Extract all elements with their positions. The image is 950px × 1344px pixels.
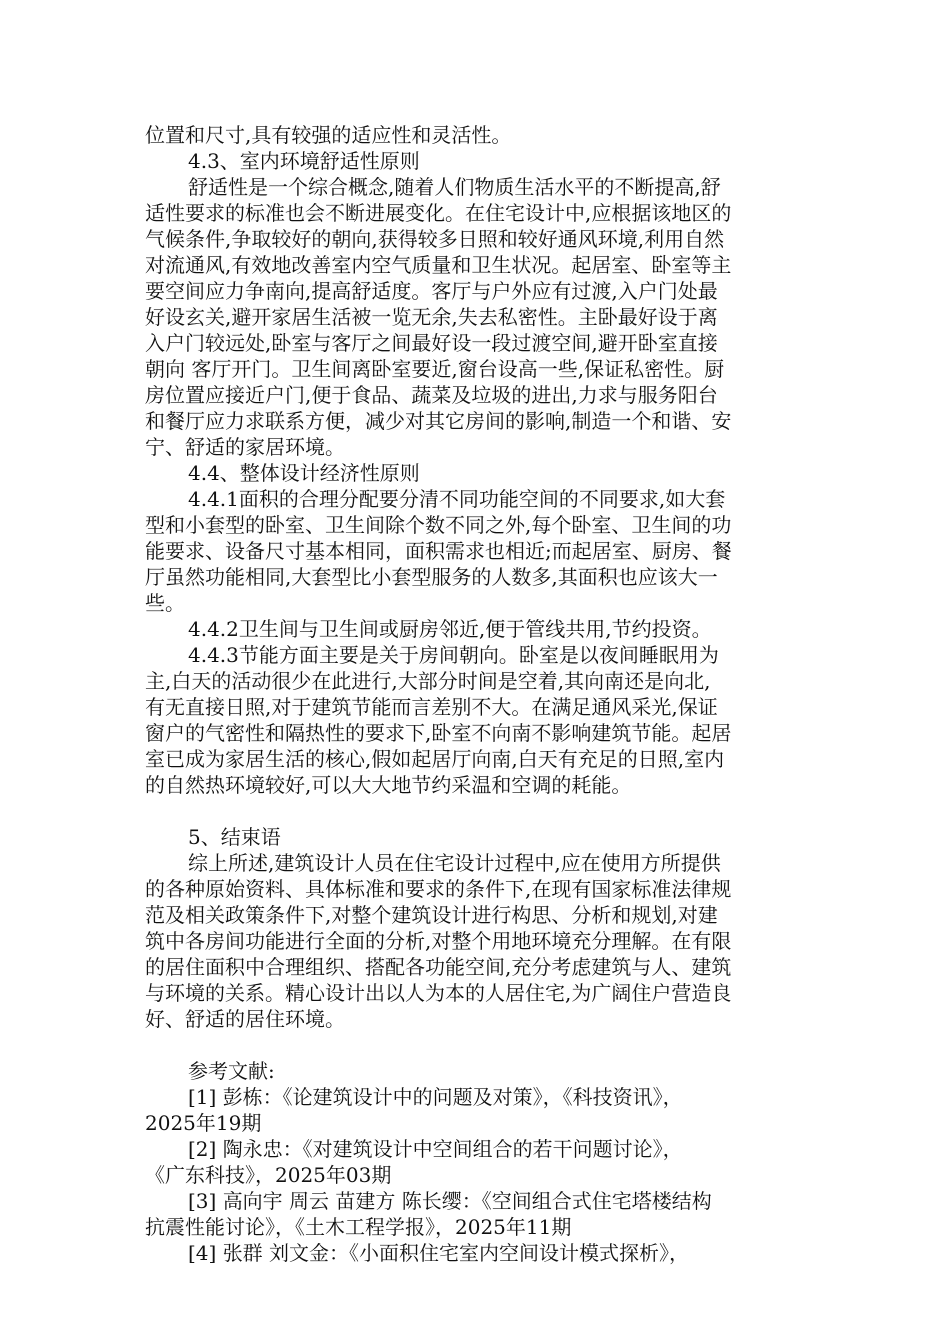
text-line: 能要求、设备尺寸基本相同，面积需求也相近;而起居室、厨房、餐 <box>145 539 732 563</box>
reference-item: [1] 彭栋：《论建筑设计中的问题及对策》，《科技资讯》， <box>188 1085 683 1109</box>
reference-item: [4] 张群 刘文金：《小面积住宅室内空间设计模式探析》， <box>188 1241 690 1265</box>
text-line: 入户门较远处,卧室与客厅之间最好设一段过渡空间,避开卧室直接 <box>145 331 718 355</box>
text-line: 和餐厅应力求联系方便，减少对其它房间的影响,制造一个和谐、安 <box>145 409 732 433</box>
text-line: 型和小套型的卧室、卫生间除个数不同之外,每个卧室、卫生间的功 <box>145 513 732 537</box>
text-line: 室已成为家居生活的核心,假如起居厅向南,白天有充足的日照,室内 <box>145 747 725 771</box>
reference-item: 2025年19期 <box>145 1111 262 1135</box>
reference-item: 《广东科技》，2025年03期 <box>145 1163 392 1187</box>
text-line: 4.4.2卫生间与卫生间或厨房邻近,便于管线共用,节约投资。 <box>188 617 712 641</box>
text-line: 舒适性是一个综合概念,随着人们物质生活水平的不断提高,舒 <box>188 175 721 199</box>
text-line: 的自然热环境较好,可以大大地节约采温和空调的耗能。 <box>145 773 632 797</box>
text-line: 气候条件,争取较好的朝向,获得较多日照和较好通风环境,利用自然 <box>145 227 725 251</box>
section-heading: 4.3、室内环境舒适性原则 <box>188 149 420 173</box>
text-line: 主,白天的活动很少在此进行,大部分时间是空着,其向南还是向北, <box>145 669 711 693</box>
text-line: 4.4.3节能方面主要是关于房间朝向。卧室是以夜间睡眠用为 <box>188 643 719 667</box>
text-line: 范及相关政策条件下,对整个建筑设计进行构思、分析和规划,对建 <box>145 903 718 927</box>
text-line: 宁、舒适的家居环境。 <box>145 435 345 459</box>
references-heading: 参考文献: <box>188 1059 275 1083</box>
text-line: 的各种原始资料、具体标准和要求的条件下,在现有国家标准法律规 <box>145 877 732 901</box>
text-line: 综上所述,建筑设计人员在住宅设计过程中,应在使用方所提供 <box>188 851 721 875</box>
text-line: 朝向 客厅开门。卫生间离卧室要近,窗台设高一些,保证私密性。厨 <box>145 357 725 381</box>
text-line: 筑中各房间功能进行全面的分析,对整个用地环境充分理解。在有限 <box>145 929 732 953</box>
text-line: 窗户的气密性和隔热性的要求下,卧室不向南不影响建筑节能。起居 <box>145 721 732 745</box>
text-line: 有无直接日照,对于建筑节能而言差别不大。在满足通风采光,保证 <box>145 695 718 719</box>
text-line: 要空间应力争南向,提高舒适度。客厅与户外应有过渡,入户门处最 <box>145 279 718 303</box>
text-line: 厅虽然功能相同,大套型比小套型服务的人数多,其面积也应该大一 <box>145 565 718 589</box>
text-line: 对流通风,有效地改善室内空气质量和卫生状况。起居室、卧室等主 <box>145 253 732 277</box>
reference-item: 抗震性能讨论》，《土木工程学报》，2025年11期 <box>145 1215 572 1239</box>
text-line: 的居住面积中合理组织、搭配各功能空间,充分考虑建筑与人、建筑 <box>145 955 732 979</box>
text-line: 房位置应接近户门,便于食品、蔬菜及垃圾的进出,力求与服务阳台 <box>145 383 718 407</box>
text-line: 4.4.1面积的合理分配要分清不同功能空间的不同要求,如大套 <box>188 487 726 511</box>
text-line: 与环境的关系。精心设计出以人为本的人居住宅,为广阔住户营造良 <box>145 981 732 1005</box>
text-line: 好设玄关,避开家居生活被一览无余,失去私密性。主卧最好设于离 <box>145 305 718 329</box>
text-line: 些。 <box>145 591 185 615</box>
section-heading: 4.4、整体设计经济性原则 <box>188 461 420 485</box>
section-heading: 5、结束语 <box>188 825 281 849</box>
reference-item: [2] 陶永忠：《对建筑设计中空间组合的若干问题讨论》， <box>188 1137 683 1161</box>
text-line: 适性要求的标准也会不断进展变化。在住宅设计中,应根据该地区的 <box>145 201 732 225</box>
text-line: 位置和尺寸,具有较强的适应性和灵活性。 <box>145 123 512 147</box>
reference-item: [3] 高向宇 周云 苗建方 陈长缨：《空间组合式住宅塔楼结构 <box>188 1189 712 1213</box>
text-line: 好、舒适的居住环境。 <box>145 1007 345 1031</box>
